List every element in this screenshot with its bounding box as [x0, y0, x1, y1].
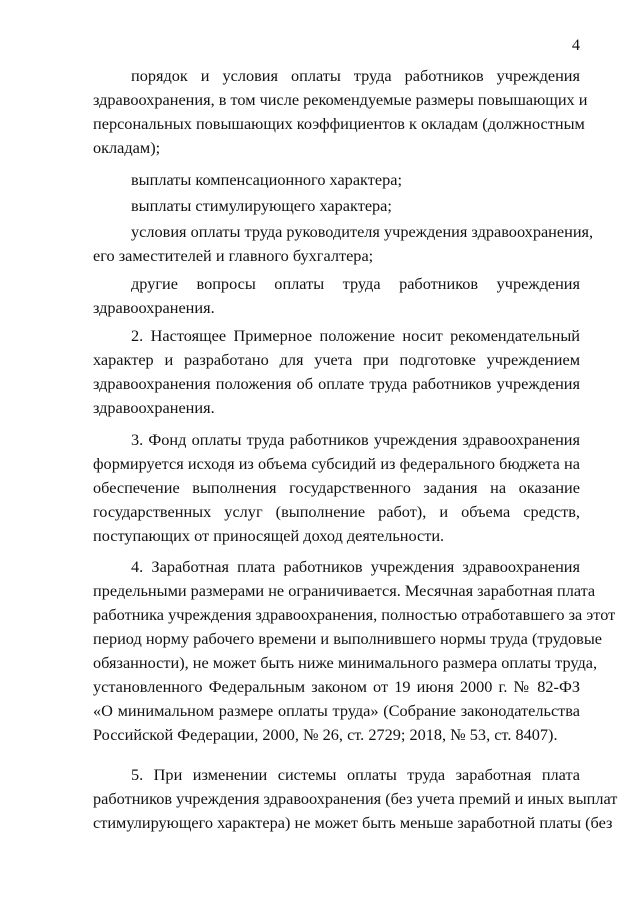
text-line: 5. При изменении системы оплаты труда заработная плата	[131, 765, 580, 784]
text-line: работника учреждения здравоохранения, полностью отработавшего за этот	[93, 605, 616, 624]
paragraph-list	[93, 64, 588, 160]
paragraph-4	[93, 555, 616, 747]
text-line: период норму рабочего времени и выполнившего нормы труда (трудовые	[93, 629, 603, 648]
text-line: Российской Федерации, 2000, № 26, ст. 2729; 2018, № 53, ст. 8407).	[93, 725, 558, 744]
text-line: 3. Фонд оплаты труда работников учреждения здравоохранения	[131, 430, 580, 449]
text-line: поступающих от приносящей доход деятельности.	[93, 526, 445, 545]
text-line: обеспечение выполнения государственного задания на оказание	[93, 478, 580, 497]
text-line: персональных повышающих коэффициентов к окладам (должностным	[93, 114, 585, 133]
text-line: характер и разработано для учета при подготовке учреждением	[93, 350, 580, 369]
text-line: выплаты стимулирующего характера;	[131, 196, 392, 215]
text-line: предельными размерами не ограничивается. Месячная заработная плата	[93, 581, 596, 600]
text-line: выплаты компенсационного характера;	[131, 170, 402, 189]
text-line: стимулирующего характера) не может быть меньше заработной платы (без	[93, 813, 613, 832]
paragraph-5	[93, 763, 618, 835]
text-line: его заместителей и главного бухгалтера;	[93, 246, 374, 265]
list-item	[93, 220, 594, 268]
list-item	[93, 272, 580, 320]
list-item	[93, 194, 580, 218]
text-line: здравоохранения, в том числе рекомендуемые размеры повышающих и	[93, 90, 588, 109]
text-line: государственных услуг (выполнение работ), и объема средств,	[93, 502, 580, 521]
text-line: 2. Настоящее Примерное положение носит рекомендательный	[131, 326, 580, 345]
paragraph-3	[93, 428, 580, 548]
text-line: «О минимальном размере оплаты труда» (Собрание законодательства	[93, 701, 580, 720]
text-line: другие вопросы оплаты труда работников учреждения	[131, 274, 580, 293]
text-line: здравоохранения.	[93, 398, 215, 417]
list-item	[93, 168, 580, 192]
paragraph-2	[93, 324, 580, 420]
text-line: окладам);	[93, 138, 161, 157]
text-line: условия оплаты труда руководителя учреждения здравоохранения,	[131, 222, 594, 241]
text-line: работников учреждения здравоохранения (без учета премий и иных выплат	[93, 789, 618, 808]
text-line: установленного Федеральным законом от 19 июня 2000 г. № 82-ФЗ	[93, 677, 580, 696]
page-number: 4	[571, 35, 580, 54]
text-line: здравоохранения.	[93, 298, 215, 317]
text-line: 4. Заработная плата работников учреждения здравоохранения	[131, 557, 580, 576]
text-line: формируется исходя из объема субсидий из федерального бюджета на	[93, 454, 580, 473]
text-line: порядок и условия оплаты труда работников учреждения	[131, 66, 580, 85]
text-line: обязанности), не может быть ниже минимального размера оплаты труда,	[93, 653, 598, 672]
text-line: здравоохранения положения об оплате труда работников учреждения	[93, 374, 580, 393]
